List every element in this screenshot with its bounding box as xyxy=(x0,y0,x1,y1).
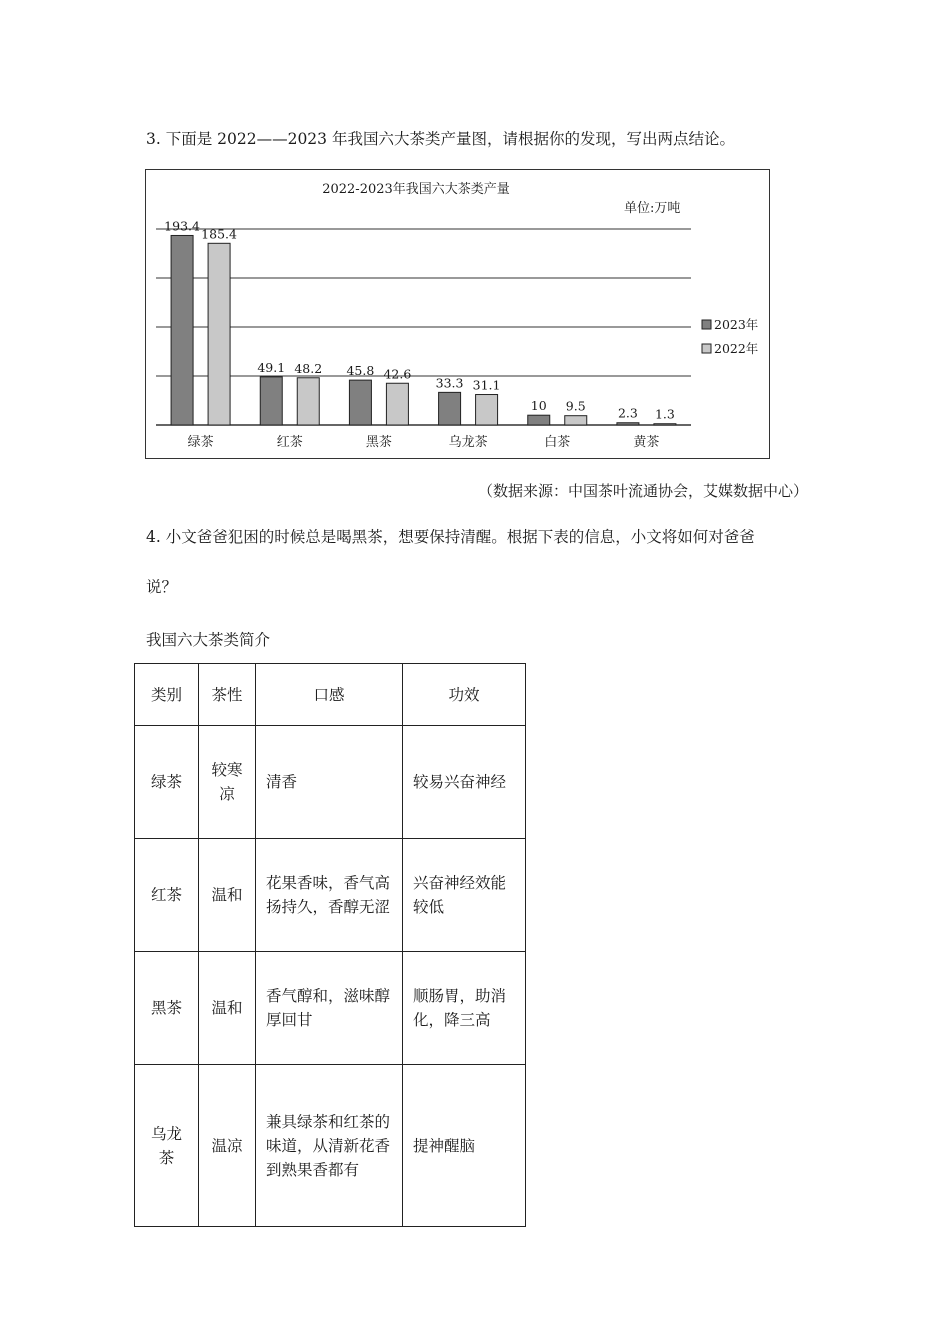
data-label: 49.1 xyxy=(257,359,286,375)
cell-effect: 提神醒脑 xyxy=(403,1065,526,1227)
chart-title: 2022-2023年我国六大茶类产量 xyxy=(322,182,510,197)
table-header-row xyxy=(135,664,526,726)
data-label: 9.5 xyxy=(565,398,586,414)
category-label: 红茶 xyxy=(276,435,303,450)
data-label: 48.2 xyxy=(294,360,323,376)
data-label: 185.4 xyxy=(201,226,237,242)
category-label: 白茶 xyxy=(544,435,571,450)
bar-2022-2 xyxy=(386,383,408,425)
bar-2023-1 xyxy=(260,377,282,425)
table-row xyxy=(135,726,526,839)
data-label: 1.3 xyxy=(654,406,675,422)
bar-2023-2 xyxy=(349,380,371,425)
bar-2023-4 xyxy=(528,415,550,425)
cell-category: 乌龙茶 xyxy=(135,1065,199,1227)
bar-2023-5 xyxy=(617,423,639,425)
bar-2023-0 xyxy=(171,235,193,425)
data-label: 193.4 xyxy=(164,218,200,234)
cell-taste: 香气醇和，滋味醇厚回甘 xyxy=(256,952,403,1065)
bar-2022-5 xyxy=(654,424,676,425)
question-3: 3. 下面是 2022——2023 年我国六大茶类产量图，请根据你的发现，写出两点结论。 xyxy=(146,130,735,148)
table-row xyxy=(135,839,526,952)
tea-production-chart xyxy=(145,169,770,459)
data-source-note: （数据来源：中国茶叶流通协会，艾媒数据中心） xyxy=(477,482,808,500)
cell-category: 黑茶 xyxy=(135,952,199,1065)
unit-label: 单位:万吨 xyxy=(624,201,681,216)
legend-swatch xyxy=(702,320,711,329)
header-taste: 口感 xyxy=(256,664,403,726)
question-4-line-1: 4. 小文爸爸犯困的时候总是喝黑茶，想要保持清醒。根据下表的信息，小文将如何对爸爸 xyxy=(146,528,755,546)
legend-label: 2022年 xyxy=(714,341,759,356)
cell-nature: 温凉 xyxy=(199,1065,256,1227)
cell-category: 红茶 xyxy=(135,839,199,952)
cell-category: 绿茶 xyxy=(135,726,199,839)
bar-2022-0 xyxy=(208,243,230,425)
cell-nature: 温和 xyxy=(199,839,256,952)
category-label: 黄茶 xyxy=(633,435,660,450)
cell-taste: 清香 xyxy=(256,726,403,839)
tea-info-table xyxy=(134,663,526,1227)
table-caption: 我国六大茶类简介 xyxy=(146,631,271,649)
legend-label: 2023年 xyxy=(714,317,759,332)
cell-taste: 花果香味，香气高扬持久，香醇无涩 xyxy=(256,839,403,952)
cell-effect: 顺肠胃，助消化，降三高 xyxy=(403,952,526,1065)
header-category: 类别 xyxy=(135,664,199,726)
bar-2022-3 xyxy=(476,395,498,425)
question-4-line-2: 说？ xyxy=(146,578,178,596)
data-label: 31.1 xyxy=(472,377,501,393)
category-label: 乌龙茶 xyxy=(448,435,488,450)
data-label: 45.8 xyxy=(346,363,375,379)
bar-2023-3 xyxy=(439,392,461,425)
table-row xyxy=(135,1065,526,1227)
data-label: 2.3 xyxy=(617,405,638,421)
header-effect: 功效 xyxy=(403,664,526,726)
category-label: 绿茶 xyxy=(187,435,214,450)
cell-nature: 温和 xyxy=(199,952,256,1065)
data-label: 10 xyxy=(530,398,547,414)
table-row xyxy=(135,952,526,1065)
cell-effect: 较易兴奋神经 xyxy=(403,726,526,839)
legend-swatch xyxy=(702,344,711,353)
category-label: 黑茶 xyxy=(365,435,392,450)
data-label: 33.3 xyxy=(435,375,464,391)
cell-taste: 兼具绿茶和红茶的味道，从清新花香到熟果香都有 xyxy=(256,1065,403,1227)
cell-nature: 较寒凉 xyxy=(199,726,256,839)
bar-2022-1 xyxy=(297,378,319,425)
header-nature: 茶性 xyxy=(199,664,256,726)
data-label: 42.6 xyxy=(383,366,412,382)
cell-effect: 兴奋神经效能较低 xyxy=(403,839,526,952)
chart-canvas xyxy=(146,170,769,458)
bar-2022-4 xyxy=(565,416,587,425)
